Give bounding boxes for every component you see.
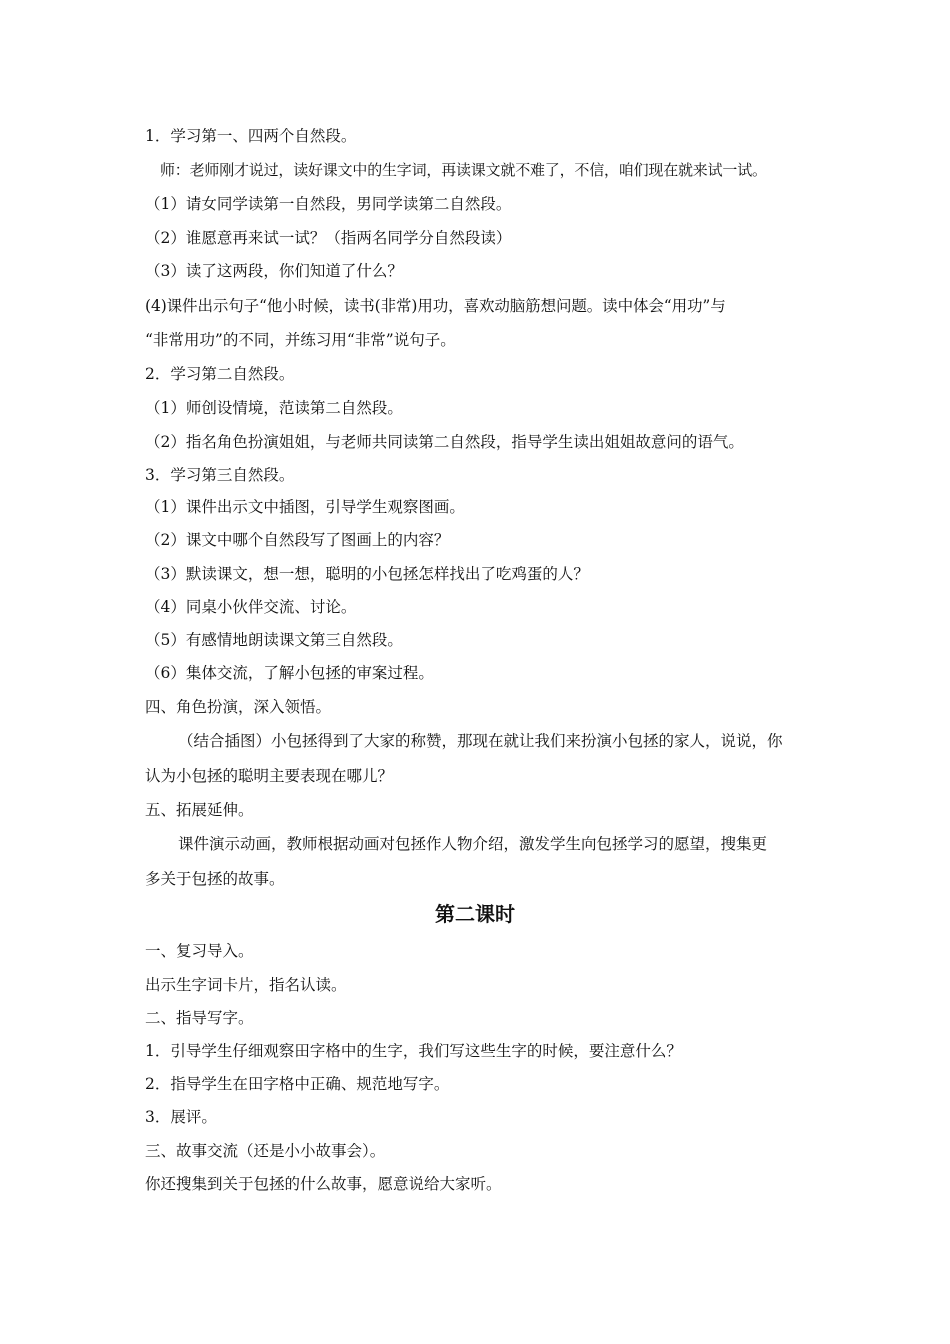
text-line: （2）指名角色扮演姐姐，与老师共同读第二自然段，指导学生读出姐姐故意问的语气。 bbox=[145, 433, 744, 451]
text-line: (4)课件出示句子“他小时候，读书(非常)用功，喜欢动脑筋想问题。读中体会“用功”与 bbox=[145, 297, 726, 315]
text-line: （1）请女同学读第一自然段，男同学读第二自然段。 bbox=[145, 195, 512, 213]
section-title: 第二课时 bbox=[435, 902, 515, 926]
text-line: （1）课件出示文中插图，引导学生观察图画。 bbox=[145, 498, 465, 516]
text-line: 二、指导写字。 bbox=[145, 1009, 254, 1027]
text-line: 五、拓展延伸。 bbox=[145, 801, 254, 819]
text-line: （结合插图）小包拯得到了大家的称赞，那现在就让我们来扮演小包拯的家人，说说，你 bbox=[178, 732, 783, 750]
text-line: 师：老师刚才说过，读好课文中的生字词，再读课文就不难了，不信，咱们现在就来试一试。 bbox=[160, 161, 767, 179]
text-line: （6）集体交流，了解小包拯的审案过程。 bbox=[145, 664, 434, 682]
text-line: 多关于包拯的故事。 bbox=[145, 870, 285, 888]
text-line: 1．学习第一、四两个自然段。 bbox=[145, 127, 357, 145]
text-line: 2．学习第二自然段。 bbox=[145, 365, 295, 383]
text-line: 出示生字词卡片，指名认读。 bbox=[145, 976, 347, 994]
text-line: 3．学习第三自然段。 bbox=[145, 466, 295, 484]
text-line: （4）同桌小伙伴交流、讨论。 bbox=[145, 598, 357, 616]
text-line: 认为小包拯的聪明主要表现在哪儿？ bbox=[145, 767, 394, 785]
text-line: 三、故事交流（还是小小故事会）。 bbox=[145, 1142, 386, 1160]
text-line: “非常用功”的不同，并练习用“非常”说句子。 bbox=[145, 331, 456, 349]
text-line: （3）默读课文，想一想，聪明的小包拯怎样找出了吃鸡蛋的人？ bbox=[145, 565, 589, 583]
text-line: （2）谁愿意再来试一试？（指两名同学分自然段读） bbox=[145, 229, 512, 247]
text-line: 3．展评。 bbox=[145, 1108, 217, 1126]
text-line: 一、复习导入。 bbox=[145, 942, 254, 960]
text-line: （1）师创设情境，范读第二自然段。 bbox=[145, 399, 403, 417]
text-line: 课件演示动画，教师根据动画对包拯作人物介绍，激发学生向包拯学习的愿望，搜集更 bbox=[178, 835, 768, 853]
text-line: （2）课文中哪个自然段写了图画上的内容？ bbox=[145, 531, 450, 549]
text-line: 1．引导学生仔细观察田字格中的生字，我们写这些生字的时候，要注意什么？ bbox=[145, 1042, 682, 1060]
text-line: 你还搜集到关于包拯的什么故事，愿意说给大家听。 bbox=[145, 1175, 502, 1193]
text-line: 2．指导学生在田字格中正确、规范地写字。 bbox=[145, 1075, 450, 1093]
text-line: 四、角色扮演，深入领悟。 bbox=[145, 698, 332, 716]
text-line: （3）读了这两段，你们知道了什么？ bbox=[145, 262, 403, 280]
text-line: （5）有感情地朗读课文第三自然段。 bbox=[145, 631, 403, 649]
